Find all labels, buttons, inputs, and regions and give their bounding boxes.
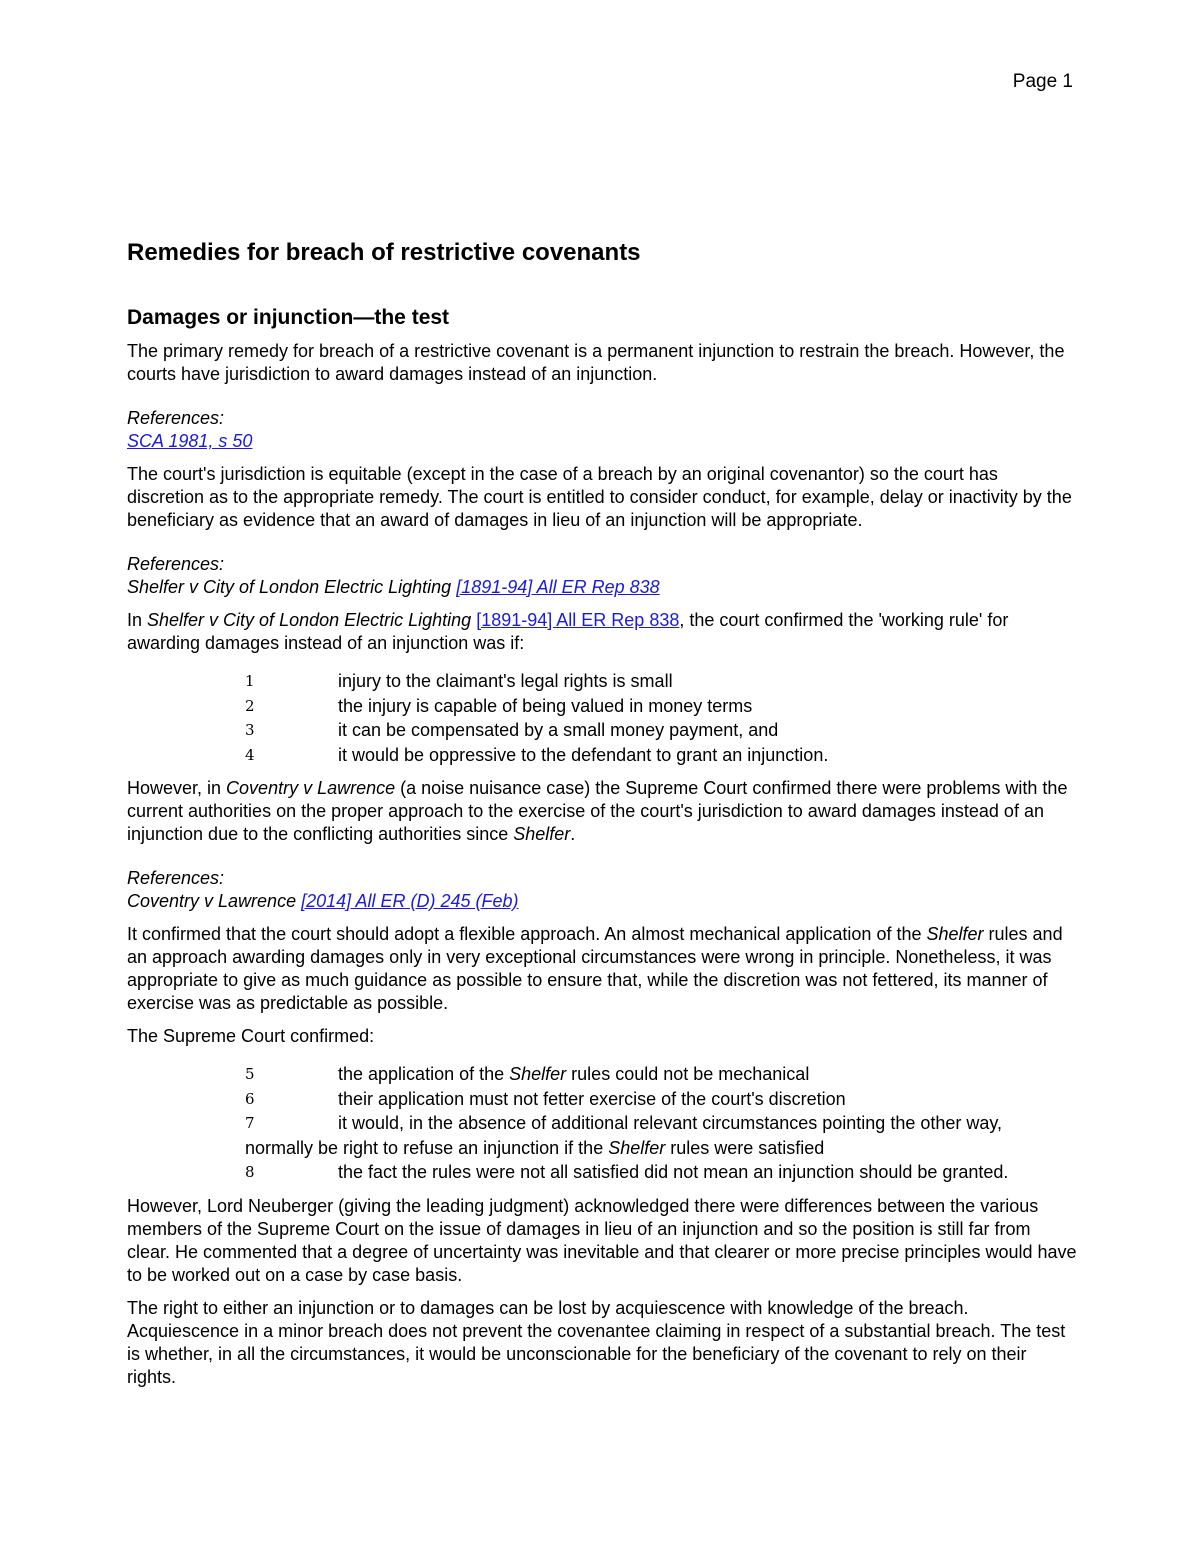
references-block-shelfer (127, 553, 1077, 599)
paragraph-supreme-court-confirmed: The Supreme Court confirmed: (127, 1026, 375, 1046)
page-number: Page 1 (1012, 71, 1073, 92)
paragraph-flexible-approach (127, 923, 1077, 1015)
paragraph-coventry (127, 777, 1077, 846)
list-item (127, 1087, 1077, 1112)
list-number: 5 (245, 1065, 255, 1083)
text-run: rules could not be mechanical (566, 1064, 810, 1084)
references-block-coventry (127, 867, 1077, 913)
supreme-court-list (127, 1062, 1077, 1185)
list-item (127, 1160, 1077, 1185)
text-run: (a noise nuisance case) the Supreme Court confirmed there were problems with the current authorities on the proper approach to the exercise of the court's jurisdiction to award damages instead of an injunction due to the conflicting authorities since (127, 778, 1068, 844)
list-number: 2 (245, 696, 255, 715)
list-item (127, 1111, 1077, 1160)
paragraph-acquiescence: The right to either an injunction or to damages can be lost by acquiescence with knowledge of the breach. Acquiescence in a minor breach does not prevent the covenantee claiming in respect of a substantial breach. The test is whether, in all the circumstances, it would be unconscionable for the beneficiary of the covenant to rely on their rights. (127, 1297, 1066, 1387)
list-item-text: the injury is capable of being valued in money terms (338, 695, 753, 716)
references-label: References: (127, 408, 225, 428)
case-name: Shelfer v City of London Electric Lighting (147, 610, 472, 630)
section-heading: Damages or injunction—the test (127, 306, 450, 329)
list-number: 4 (245, 745, 255, 764)
paragraph-jurisdiction: The court's jurisdiction is equitable (except in the case of a breach by an original covenantor) so the court has discretion as to the appropriate remedy. The court is entitled to consider conduct, for example, delay or inactivity by the beneficiary as evidence that an award of damages in lieu of an injunction will be appropriate. (127, 464, 1072, 530)
list-item-text: it would, in the absence of additional relevant circumstances pointing the other way, (338, 1113, 1003, 1133)
paragraph-primary-remedy: The primary remedy for breach of a restrictive covenant is a permanent injunction to restrain the breach. However, the courts have jurisdiction to award damages instead of an injunction. (127, 341, 1065, 384)
document-title: Remedies for breach of restrictive covenants (127, 239, 641, 266)
case-name: Shelfer (608, 1137, 666, 1158)
sca-1981-link[interactable]: SCA 1981, s 50 (127, 431, 253, 451)
text-run: However, in (127, 778, 227, 798)
coventry-report-link[interactable]: [2014] All ER (D) 245 (Feb) (301, 891, 519, 911)
text-run: In (127, 610, 148, 630)
case-name: Shelfer (513, 824, 571, 844)
paragraph-neuberger: However, Lord Neuberger (giving the leading judgment) acknowledged there were differences between the various members of the Supreme Court on the issue of damages in lieu of an injunction and so the position is still far from clear. He commented that a degree of uncertainty was inevitable and that clearer or more precise principles would have to be worked out on a case by case basis. (127, 1195, 1077, 1285)
list-number: 6 (245, 1089, 255, 1108)
references-label: References: (127, 868, 225, 888)
list-item (127, 718, 1077, 743)
list-number: 3 (245, 721, 255, 739)
text-run: the application of the (338, 1064, 510, 1084)
shelfer-report-link[interactable]: [1891-94] All ER Rep 838 (456, 577, 660, 597)
case-name: Shelfer (926, 924, 984, 944)
coventry-citation (127, 890, 1077, 913)
document-body (127, 236, 1077, 1389)
case-name: Shelfer (509, 1064, 567, 1084)
working-rule-list (127, 669, 1077, 767)
list-item-text: their application must not fetter exercise of the court's discretion (338, 1088, 846, 1109)
list-number: 7 (245, 1114, 255, 1132)
list-item-text: it can be compensated by a small money payment, and (338, 720, 779, 740)
list-item-text: it would be oppressive to the defendant to grant an injunction. (338, 744, 829, 765)
list-number: 1 (245, 672, 255, 690)
list-item-continuation (245, 1136, 1077, 1161)
list-item (127, 669, 1077, 694)
case-name: Coventry v Lawrence (127, 891, 297, 911)
shelfer-citation (127, 576, 1077, 599)
references-label: References: (127, 554, 225, 574)
list-item-text: the fact the rules were not all satisfied did not mean an injunction should be granted. (338, 1162, 1009, 1182)
list-item (127, 1062, 1077, 1087)
text-run: It confirmed that the court should adopt a flexible approach. An almost mechanical application of the (127, 924, 927, 944)
list-number: 8 (245, 1163, 255, 1181)
text-run: , the court confirmed the 'working rule' for awarding damages instead of an injunction was if: (127, 610, 1009, 653)
references-block-sca (127, 407, 1077, 453)
case-name: Shelfer v City of London Electric Lighting (127, 577, 452, 597)
list-item-text: injury to the claimant's legal rights is small (338, 671, 673, 691)
list-item (127, 694, 1077, 719)
text-run: rules and an approach awarding damages only in very exceptional circumstances were wrong in principle. Nonetheless, it was appropriate to give as much guidance as possible to ensure that, while the discretion was not fettered, its manner of exercise was as predictable as possible. (127, 924, 1063, 1013)
text-run: rules were satisfied (665, 1137, 825, 1158)
case-name: Coventry v Lawrence (226, 778, 396, 798)
text-run: . (570, 824, 576, 844)
paragraph-working-rule (127, 609, 1077, 655)
shelfer-report-link-inline[interactable]: [1891-94] All ER Rep 838 (476, 610, 680, 630)
text-run: normally be right to refuse an injunction if the (245, 1137, 609, 1158)
list-item (127, 743, 1077, 768)
